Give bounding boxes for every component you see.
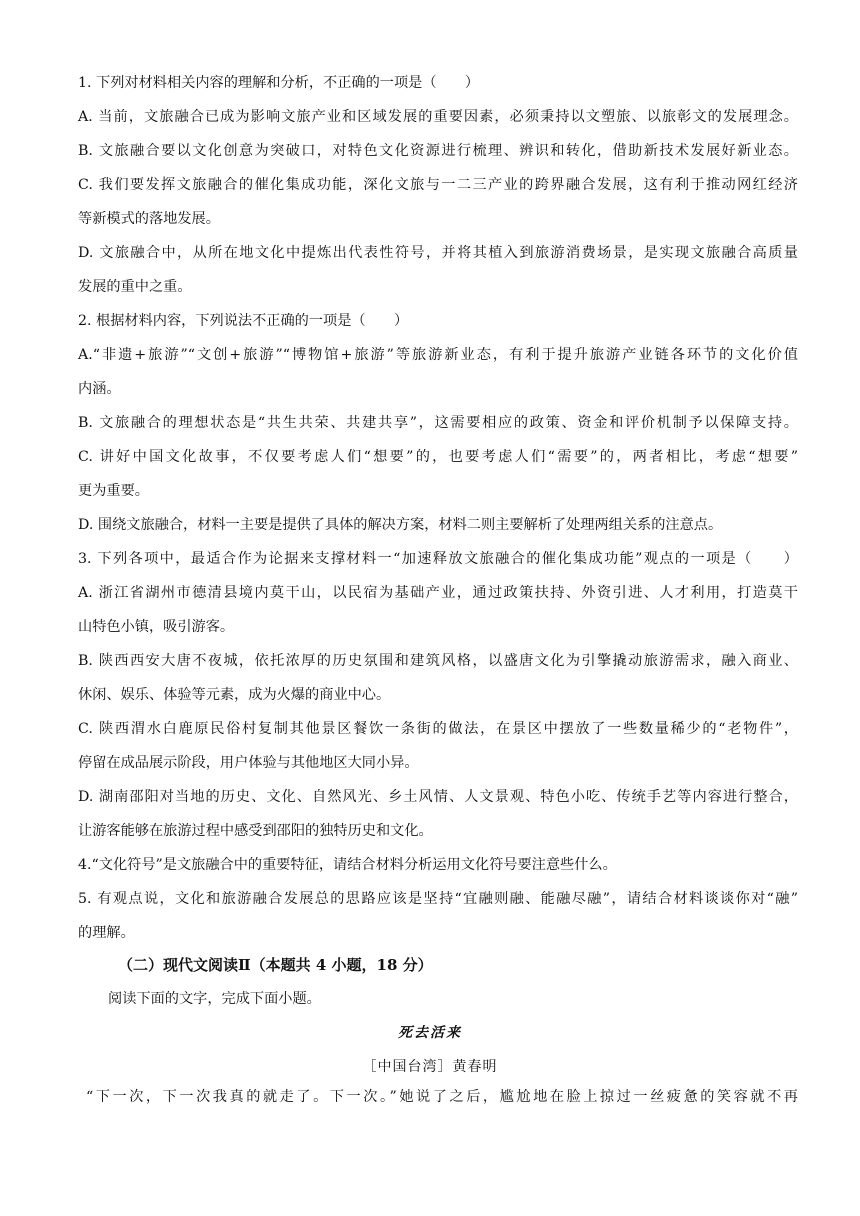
q2-option-b: B. 文旅融合的理想状态是“共生共荣、共建共享”，这需要相应的政策、资金和评价机制予以保障支持。 xyxy=(78,415,798,431)
q1-option-c-line1: C. 我们要发挥文旅融合的催化集成功能，深化文旅与一二三产业的跨界融合发展，这有利于推动网红经济 xyxy=(78,177,798,193)
q3-option-a-line1: A. 浙江省湖州市德清县境内莫干山，以民宿为基础产业，通过政策扶持、外资引进、人才利用，打造莫干 xyxy=(78,585,798,601)
q2-option-a-line2: 内涵。 xyxy=(78,381,121,397)
q3-option-d-line2: 让游客能够在旅游过程中感受到邵阳的独特历史和文化。 xyxy=(78,823,433,839)
question-3-stem: 3. 下列各项中，最适合作为论据来支撑材料一“加速释放文旅融合的催化集成功能”观点的一项是（ ） xyxy=(78,551,798,567)
q3-option-b-line1: B. 陕西西安大唐不夜城，依托浓厚的历史氛围和建筑风格，以盛唐文化为引擎撬动旅游需求，融入商业、 xyxy=(78,653,798,669)
story-author: ［中国台湾］黄春明 xyxy=(362,1059,498,1075)
q1-option-a: A. 当前，文旅融合已成为影响文旅产业和区域发展的重要因素，必须秉持以文塑旅、以旅彰文的发展理念。 xyxy=(78,109,798,125)
reading-instruction: 阅读下面的文字，完成下面小题。 xyxy=(108,991,321,1007)
q2-option-c-line2: 更为重要。 xyxy=(78,483,149,499)
section-heading: （二）现代文阅读Ⅱ（本题共 4 小题，18 分） xyxy=(118,956,433,974)
story-title: 死去活来 xyxy=(398,1025,462,1041)
question-1-stem: 1. 下列对材料相关内容的理解和分析，不正确的一项是（ ） xyxy=(78,75,480,91)
question-2-stem: 2. 根据材料内容，下列说法不正确的一项是（ ） xyxy=(78,313,409,329)
question-5-line2: 的理解。 xyxy=(78,925,135,941)
q3-option-c-line1: C. 陕西渭水白鹿原民俗村复制其他景区餐饮一条街的做法，在景区中摆放了一些数量稀少的“老物件”， xyxy=(78,721,798,737)
question-4: 4.“文化符号”是文旅融合中的重要特征，请结合材料分析运用文化符号要注意些什么。 xyxy=(78,857,617,873)
q3-option-c-line2: 停留在成品展示阶段，用户体验与其他地区大同小异。 xyxy=(78,755,419,771)
q1-option-c-line2: 等新模式的落地发展。 xyxy=(78,211,220,227)
q1-option-b: B. 文旅融合要以文化创意为突破口，对特色文化资源进行梳理、辨识和转化，借助新技术发展好新业态。 xyxy=(78,143,798,159)
question-5-line1: 5. 有观点说，文化和旅游融合发展总的思路应该是坚持“宜融则融、能融尽融”，请结合材料谈谈你对“融” xyxy=(78,891,798,907)
q2-option-a-line1: A.“非遗+旅游”“文创+旅游”“博物馆+旅游”等旅游新业态，有利于提升旅游产业链各环节的文化价值 xyxy=(78,347,798,363)
q3-option-a-line2: 山特色小镇，吸引游客。 xyxy=(78,619,235,635)
q1-option-d-line1: D. 文旅融合中，从所在地文化中提炼出代表性符号，并将其植入到旅游消费场景，是实现文旅融合高质量 xyxy=(78,245,798,261)
story-first-line: “下一次，下一次我真的就走了。下一次。”她说了之后，尴尬地在脸上掠过一丝疲惫的笑容就不再 xyxy=(86,1089,798,1105)
q3-option-b-line2: 休闲、娱乐、体验等元素，成为火爆的商业中心。 xyxy=(78,687,391,703)
q2-option-c-line1: C. 讲好中国文化故事，不仅要考虑人们“想要”的，也要考虑人们“需要”的，两者相比，考虑“想要” xyxy=(78,449,798,465)
q1-option-d-line2: 发展的重中之重。 xyxy=(78,279,192,295)
q3-option-d-line1: D. 湖南邵阳对当地的历史、文化、自然风光、乡土风情、人文景观、特色小吃、传统手艺等内容进行整合， xyxy=(78,789,798,805)
q2-option-d: D. 围绕文旅融合，材料一主要是提供了具体的解决方案，材料二则主要解析了处理两组关系的注意点。 xyxy=(78,517,723,533)
